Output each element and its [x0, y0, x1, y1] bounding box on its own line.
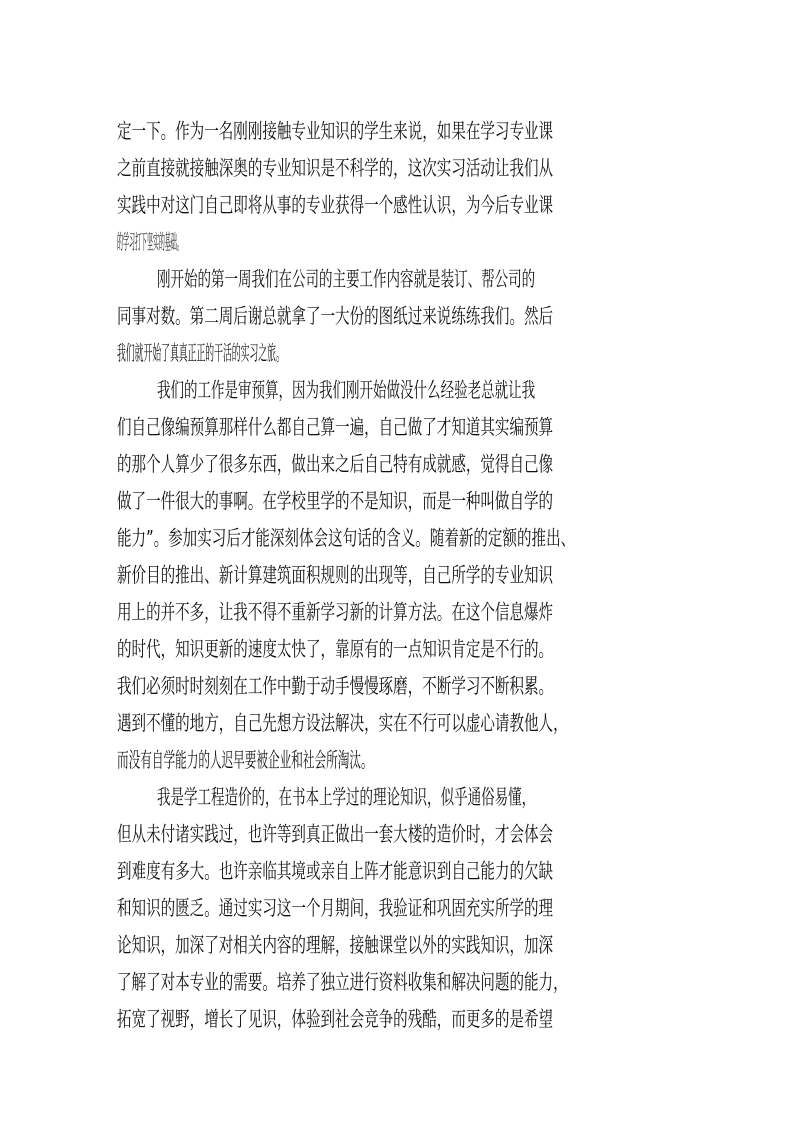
- text-line: 拓宽了视野，增长了见识，体验到社会竞争的残酷，而更多的是希望: [117, 1007, 554, 1031]
- text-line: 我们的工作是审预算，因为我们刚开始做没什么经验老总就让我: [157, 378, 536, 402]
- text-line: 了解了对本专业的需要。培养了独立进行资料收集和解决问题的能力，: [117, 970, 568, 994]
- text-line: 之前直接就接触深奥的专业知识是不科学的，这次实习活动让我们从: [117, 156, 554, 180]
- text-line: 的时代，知识更新的速度太快了，靠原有的一点知识肯定是不行的。: [117, 637, 554, 661]
- text-line: 用上的并不多，让我不得不重新学习新的计算方法。在这个信息爆炸: [117, 600, 554, 624]
- text-line: 新价目的推出、新计算建筑面积规则的出现等，自己所学的专业知识: [117, 563, 554, 587]
- text-line: 但从未付诸实践过，也许等到真正做出一套大楼的造价时，才会体会: [117, 822, 554, 846]
- text-line: 我们就开始了真真正正的干活的实习之旅。: [117, 341, 285, 365]
- text-line: 的那个人算少了很多东西，做出来之后自己特有成就感，觉得自己像: [117, 452, 554, 476]
- text-line: 的学习打下坚实的基础。: [117, 230, 183, 254]
- text-line: 实践中对这门自己即将从事的专业获得一个感性认识，为今后专业课: [117, 193, 554, 217]
- text-line: 论知识，加深了对相关内容的理解，接触课堂以外的实践知识，加深: [117, 933, 554, 957]
- text-line: 我们必须时时刻刻在工作中勤于动手慢慢琢磨，不断学习不断积累。: [117, 674, 554, 698]
- text-line: 做了一件很大的事啊。在学校里学的不是知识，而是一种叫做自学的: [117, 489, 554, 513]
- text-line: 能力”。参加实习后才能深刻体会这句话的含义。随着新的定额的推出、: [117, 526, 576, 550]
- text-line: 和知识的匮乏。通过实习这一个月期间，我验证和巩固充实所学的理: [117, 896, 554, 920]
- text-line: 们自己像编预算那样什么都自己算一遍，自己做了才知道其实编预算: [117, 415, 554, 439]
- text-line: 我是学工程造价的，在书本上学过的理论知识，似乎通俗易懂，: [157, 785, 536, 809]
- text-line: 刚开始的第一周我们在公司的主要工作内容就是装订、帮公司的: [157, 267, 536, 291]
- text-line: 定一下。作为一名刚刚接触专业知识的学生来说，如果在学习专业课: [117, 119, 554, 143]
- text-line: 同事对数。第二周后谢总就拿了一大份的图纸过来说练练我们。然后: [117, 304, 554, 328]
- text-line: 而没有自学能力的人迟早要被企业和社会所淘汰。: [117, 748, 373, 772]
- text-line: 遇到不懂的地方，自己先想方设法解决，实在不行可以虚心请教他人，: [117, 711, 568, 735]
- text-line: 到难度有多大。也许亲临其境或亲自上阵才能意识到自己能力的欠缺: [117, 859, 554, 883]
